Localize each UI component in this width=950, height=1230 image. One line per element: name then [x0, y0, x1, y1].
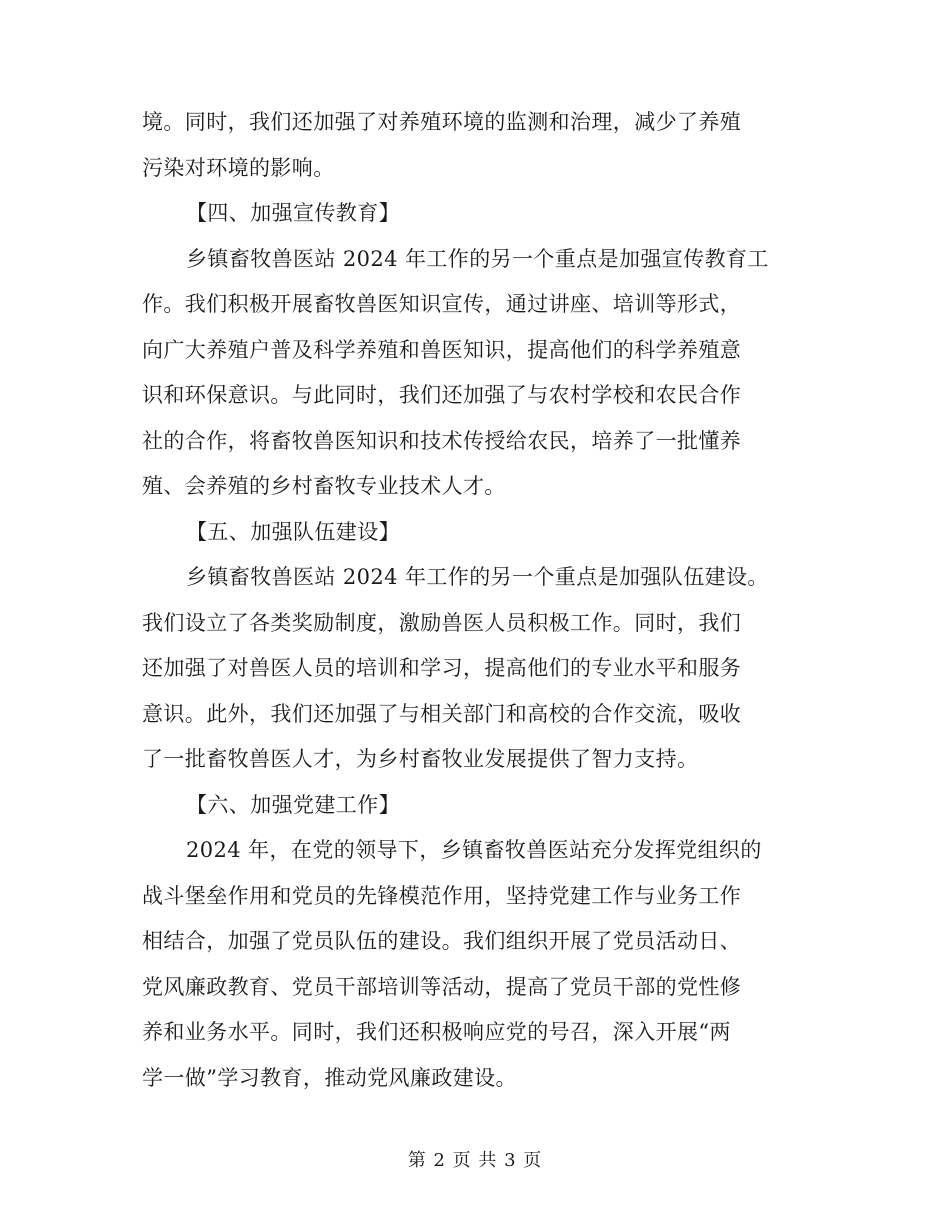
paragraph-line: 战斗堡垒作用和党员的先锋模范作用，坚持党建工作与业务工作 — [142, 883, 742, 908]
paragraph-line: 意识。此外，我们还加强了与相关部门和高校的合作交流，吸收 — [142, 701, 742, 726]
paragraph-line: 了一批畜牧兽医人才，为乡村畜牧业发展提供了智力支持。 — [142, 747, 699, 771]
paragraph-line: 我们设立了各类奖励制度，激励兽医人员积极工作。同时，我们 — [142, 610, 742, 635]
section-heading: 【五、加强队伍建设】 — [186, 519, 400, 544]
paragraph-line: 还加强了对兽医人员的培训和学习，提高他们的专业水平和服务 — [142, 656, 742, 680]
paragraph-line: 乡镇畜牧兽医站 2024 年工作的另一个重点是加强宣传教育工 — [186, 246, 769, 271]
paragraph-line: 殖、会养殖的乡村畜牧专业技术人才。 — [142, 474, 506, 498]
section-heading: 【六、加强党建工作】 — [186, 792, 400, 817]
paragraph-line: 乡镇畜牧兽医站 2024 年工作的另一个重点是加强队伍建设。 — [186, 565, 769, 589]
paragraph-line: 学一做”学习教育，推动党风廉政建设。 — [142, 1065, 517, 1090]
page-footer: 第 2 页 共 3 页 — [407, 1150, 543, 1171]
section-heading: 【四、加强宣传教育】 — [186, 201, 400, 225]
paragraph-line: 养和业务水平。同时，我们还积极响应党的号召，深入开展“两 — [142, 1020, 731, 1044]
paragraph-line: 社的合作，将畜牧兽医知识和技术传授给农民，培养了一批懂养 — [142, 428, 742, 453]
paragraph-line: 作。我们积极开展畜牧兽医知识宣传，通过讲座、培训等形式， — [142, 292, 742, 316]
paragraph-line: 向广大养殖户普及科学养殖和兽医知识，提高他们的科学养殖意 — [142, 337, 742, 362]
paragraph-line: 相结合，加强了党员队伍的建设。我们组织开展了党员活动日、 — [142, 929, 742, 953]
paragraph-line: 污染对环境的影响。 — [142, 155, 335, 180]
paragraph-line: 境。同时，我们还加强了对养殖环境的监测和治理，减少了养殖 — [142, 110, 742, 134]
paragraph-line: 2024 年，在党的领导下，乡镇畜牧兽医站充分发挥党组织的 — [186, 838, 762, 862]
paragraph-line: 党风廉政教育、党员干部培训等活动，提高了党员干部的党性修 — [142, 974, 742, 999]
document-body — [142, 100, 810, 1101]
paragraph-line: 识和环保意识。与此同时，我们还加强了与农村学校和农民合作 — [142, 383, 742, 407]
